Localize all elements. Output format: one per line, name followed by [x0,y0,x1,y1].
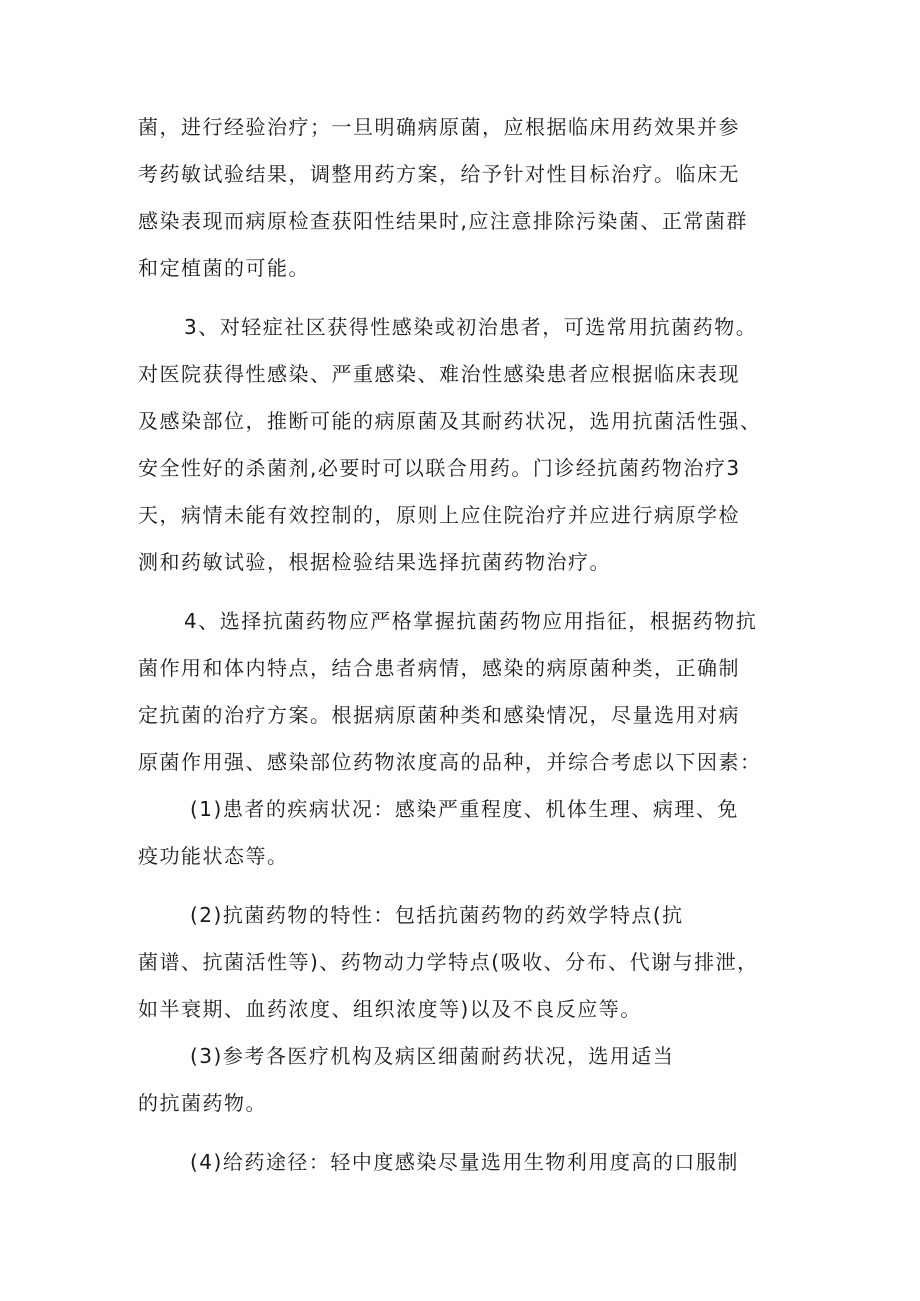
text-line: 菌作用和体内特点，结合患者病情，感染的病原菌种类，正确制 [138,656,740,680]
text-line: 测和药敏试验，根据检验结果选择抗菌药物治疗。 [138,550,611,574]
text-line: 对医院获得性感染、严重感染、难治性感染患者应根据临床表现 [138,362,740,386]
paragraph-gap [138,880,798,892]
paragraph-gap [138,292,798,304]
text-line: 如半衰期、血药浓度、组织浓度等)以及不良反应等。 [138,997,642,1021]
text-line: 原菌作用强、感染部位药物浓度高的品种，并综合考虑以下因素： [138,750,762,774]
text-line: 天，病情未能有效控制的，原则上应住院治疗并应进行病原学检 [138,503,740,527]
text-line: 定抗菌的治疗方案。根据病原菌种类和感染情况，尽量选用对病 [138,703,740,727]
text-line: 考药敏试验结果，调整用药方案，给予针对性目标治疗。临床无 [138,162,740,186]
text-line: (4)给药途径：轻中度感染尽量选用生物利用度高的口服制 [190,1150,739,1174]
paragraph-gap [138,586,798,598]
text-line: (2)抗菌药物的特性：包括抗菌药物的药效学特点(抗 [190,903,684,927]
text-line: 及感染部位，推断可能的病原菌及其耐药状况，选用抗菌活性强、 [138,409,762,433]
text-line: 感染表现而病原检查获阳性结果时,应注意排除污染菌、正常菌群 [138,209,748,233]
text-line: 疫功能状态等。 [138,844,289,868]
text-line: 菌谱、抗菌活性等)、药物动力学特点(吸收、分布、代谢与排泄， [138,950,759,974]
text-line: (1)患者的疾病状况：感染严重程度、机体生理、病理、免 [190,797,739,821]
text-line: 和定植菌的可能。 [138,256,310,280]
document-body [138,104,798,1186]
text-line: 菌，进行经验治疗；一旦明确病原菌，应根据临床用药效果并参 [138,115,740,139]
text-line: 的抗菌药物。 [138,1091,267,1115]
text-line: (3)参考各医疗机构及病区细菌耐药状况，选用适当 [190,1044,675,1068]
paragraph-gap [138,1127,798,1139]
text-line: 3、对轻症社区获得性感染或初治患者，可选常用抗菌药物。 [184,315,758,339]
text-line: 安全性好的杀菌剂,必要时可以联合用药。门诊经抗菌药物治疗3 [138,456,741,480]
text-line: 4、选择抗菌药物应严格掌握抗菌药物应用指征，根据药物抗 [184,609,758,633]
